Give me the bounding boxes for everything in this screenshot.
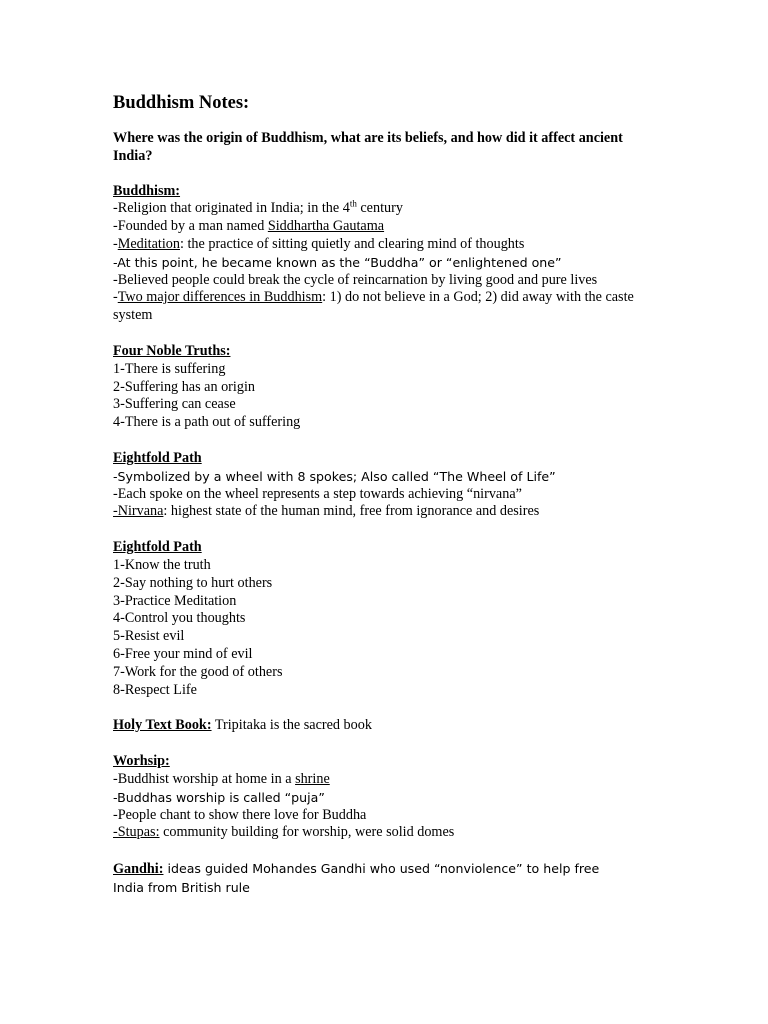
note-text: -Founded by a man named [113, 218, 268, 235]
list-item: 1-There is suffering [113, 360, 226, 377]
note-text: -Buddhist worship at home in a [113, 770, 296, 787]
note-text: : 1) do not believe in a God; 2) did away with the caste system [113, 289, 634, 324]
list-item: 2-Suffering has an origin [113, 378, 255, 395]
section-four-noble-truths [113, 343, 653, 432]
document-page [113, 92, 653, 916]
note-line: -Symbolized by a wheel with 8 spokes; Also called “The Wheel of Life” [113, 468, 556, 484]
note-line: -Each spoke on the wheel represents a step towards achieving “nirvana” [113, 485, 522, 502]
list-item: 4-Control you thoughts [113, 610, 246, 627]
note-line: -Buddhas worship is called “puja” [113, 789, 325, 805]
underlined-term-meditation: Meditation [117, 235, 180, 252]
section-heading-truths: Four Noble Truths: [113, 342, 231, 359]
section-heading-worship: Worhsip: [113, 753, 170, 770]
underlined-term-differences: Two major differences in Buddhism [117, 289, 323, 306]
note-line [113, 289, 653, 325]
document-title: Buddhism Notes: [113, 93, 250, 113]
note-text: : the practice of sitting quietly and clearing mind of thoughts [180, 235, 525, 252]
note-line [113, 236, 653, 254]
section-buddhism [113, 183, 653, 325]
note-line [113, 200, 653, 218]
section-gandhi [113, 860, 653, 898]
underlined-term-shrine: shrine [295, 770, 330, 787]
note-line: -At this point, he became known as the “Buddha” or “enlightened one” [113, 254, 562, 270]
note-line: -People chant to show there love for Buddha [113, 806, 367, 823]
note-text: Tripitaka is the sacred book [211, 717, 372, 734]
list-item: 7-Work for the good of others [113, 663, 283, 680]
list-item: 3-Suffering can cease [113, 396, 236, 413]
section-heading-eightfold-path: Eightfold Path [113, 449, 202, 466]
section-heading-gandhi: Gandhi: [113, 861, 164, 878]
section-eightfold-path-steps [113, 539, 653, 699]
note-text: ideas guided Mohandes Gandhi who used “nonviolence” to help free India from British rule [113, 861, 600, 895]
section-heading-buddhism: Buddhism: [113, 182, 181, 199]
underlined-term-siddhartha: Siddhartha Gautama [267, 218, 385, 235]
note-text: century [356, 200, 403, 217]
list-item: 6-Free your mind of evil [113, 645, 253, 662]
note-line [113, 218, 653, 236]
list-item: 3-Practice Meditation [113, 592, 237, 609]
list-item: 4-There is a path out of suffering [113, 414, 301, 431]
underlined-term-nirvana: -Nirvana [113, 503, 164, 520]
list-item: 8-Respect Life [113, 681, 197, 698]
note-line [113, 771, 653, 789]
list-item: 5-Resist evil [113, 628, 185, 645]
note-line: -Believed people could break the cycle of reincarnation by living good and pure lives [113, 271, 598, 288]
section-eightfold-path-description [113, 450, 653, 521]
section-heading-eightfold-path: Eightfold Path [113, 539, 202, 556]
list-item: 2-Say nothing to hurt others [113, 574, 273, 591]
superscript: th [349, 198, 357, 209]
note-text: : highest state of the human mind, free from ignorance and desires [163, 503, 540, 520]
section-holy-text [113, 717, 653, 735]
note-line [113, 824, 653, 842]
section-worship [113, 753, 653, 842]
underlined-term-stupas: -Stupas: [113, 824, 160, 841]
section-heading-holy-text: Holy Text Book: [113, 717, 212, 734]
note-line [113, 860, 633, 898]
list-item: 1-Know the truth [113, 556, 211, 573]
note-line [113, 717, 653, 735]
note-text: -Religion that originated in India; in the 4 [113, 200, 350, 217]
note-text: - [113, 289, 118, 306]
note-text: - [113, 235, 118, 252]
note-line [113, 503, 653, 521]
guiding-question: Where was the origin of Buddhism, what are its beliefs, and how did it affect ancient India? [113, 130, 623, 164]
note-text: community building for worship, were solid domes [159, 824, 455, 841]
